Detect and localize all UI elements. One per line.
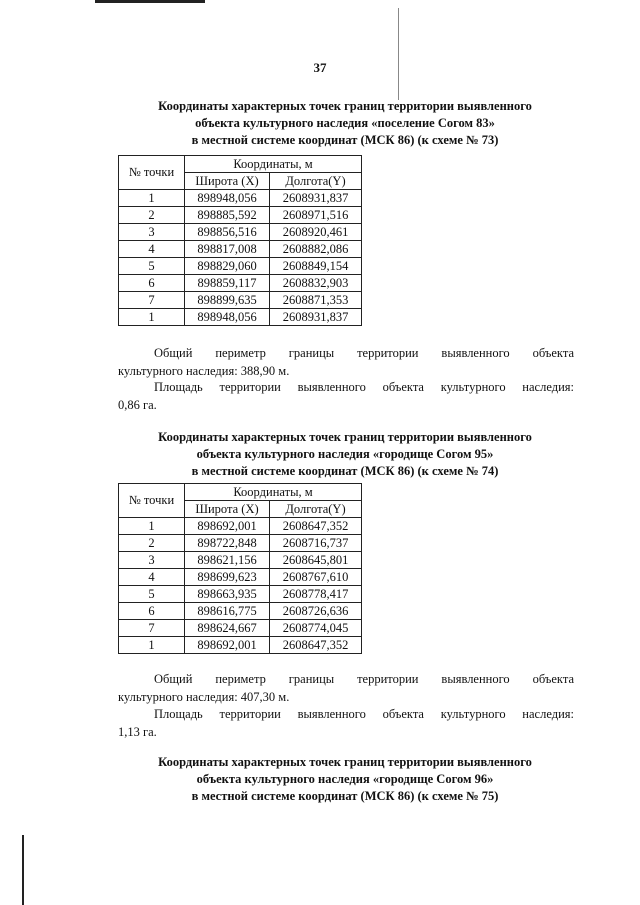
point-number-cell: 1 [119,190,185,207]
header-longitude: Долгота(Y) [270,173,362,190]
latitude-cell: 898856,516 [185,224,270,241]
table-row [119,518,362,535]
table-row [119,552,362,569]
longitude-cell: 2608726,636 [270,603,362,620]
header-latitude: Широта (X) [185,501,270,518]
longitude-cell: 2608767,610 [270,569,362,586]
perimeter-paragraph: Общий периметр границы территории выявленного объекта культурного наследия: 407,30 м. [118,672,574,704]
table-row [119,309,362,326]
longitude-cell: 2608647,352 [270,637,362,654]
point-number-cell: 5 [119,258,185,275]
latitude-cell: 898829,060 [185,258,270,275]
latitude-cell: 898885,592 [185,207,270,224]
latitude-cell: 898817,008 [185,241,270,258]
header-coordinates: Координаты, м [185,484,362,501]
table-row [119,637,362,654]
table-row [119,258,362,275]
table-row [119,569,362,586]
scan-fold-line [398,8,399,100]
longitude-cell: 2608645,801 [270,552,362,569]
point-number-cell: 6 [119,603,185,620]
scan-top-edge [95,0,205,3]
longitude-cell: 2608716,737 [270,535,362,552]
latitude-cell: 898948,056 [185,309,270,326]
longitude-cell: 2608778,417 [270,586,362,603]
longitude-cell: 2608920,461 [270,224,362,241]
coordinates-table [118,155,362,326]
point-number-cell: 1 [119,518,185,535]
point-number-cell: 3 [119,224,185,241]
latitude-cell: 898692,001 [185,637,270,654]
table-row [119,620,362,637]
point-number-cell: 3 [119,552,185,569]
section-heading: Координаты характерных точек границ территории выявленного объекта культурного наследия «городище Согом 95» в местной системе координат (МСК 86) (к схеме № 74) [158,430,532,478]
longitude-cell: 2608882,086 [270,241,362,258]
page-number: 37 [313,60,327,75]
point-number-cell: 7 [119,292,185,309]
header-longitude: Долгота(Y) [270,501,362,518]
scan-left-edge [22,835,24,905]
latitude-cell: 898692,001 [185,518,270,535]
longitude-cell: 2608931,837 [270,309,362,326]
section-heading: Координаты характерных точек границ территории выявленного объекта культурного наследия «поселение Согом 83» в местной системе координат (МСК 86) (к схеме № 73) [158,99,532,147]
point-number-cell: 1 [119,309,185,326]
longitude-cell: 2608871,353 [270,292,362,309]
point-number-cell: 2 [119,207,185,224]
header-point-number: № точки [119,484,185,518]
coordinates-table [118,483,362,654]
header-coordinates: Координаты, м [185,156,362,173]
area-paragraph: Площадь территории выявленного объекта культурного наследия: 1,13 га. [118,707,574,739]
area-paragraph: Площадь территории выявленного объекта культурного наследия: 0,86 га. [118,380,574,412]
point-number-cell: 1 [119,637,185,654]
longitude-cell: 2608971,516 [270,207,362,224]
longitude-cell: 2608832,903 [270,275,362,292]
latitude-cell: 898699,623 [185,569,270,586]
table-row [119,275,362,292]
latitude-cell: 898621,156 [185,552,270,569]
table-row [119,586,362,603]
latitude-cell: 898663,935 [185,586,270,603]
longitude-cell: 2608774,045 [270,620,362,637]
point-number-cell: 5 [119,586,185,603]
point-number-cell: 7 [119,620,185,637]
latitude-cell: 898624,667 [185,620,270,637]
longitude-cell: 2608849,154 [270,258,362,275]
table-row [119,241,362,258]
section-heading: Координаты характерных точек границ территории выявленного объекта культурного наследия «городище Согом 96» в местной системе координат (МСК 86) (к схеме № 75) [158,755,532,803]
latitude-cell: 898948,056 [185,190,270,207]
latitude-cell: 898859,117 [185,275,270,292]
point-number-cell: 4 [119,569,185,586]
longitude-cell: 2608931,837 [270,190,362,207]
perimeter-paragraph: Общий периметр границы территории выявленного объекта культурного наследия: 388,90 м. [118,346,574,378]
longitude-cell: 2608647,352 [270,518,362,535]
table-row [119,190,362,207]
latitude-cell: 898722,848 [185,535,270,552]
table-row [119,292,362,309]
point-number-cell: 2 [119,535,185,552]
point-number-cell: 6 [119,275,185,292]
table-row [119,224,362,241]
header-latitude: Широта (X) [185,173,270,190]
latitude-cell: 898616,775 [185,603,270,620]
table-row [119,603,362,620]
latitude-cell: 898899,635 [185,292,270,309]
table-row [119,535,362,552]
table-row [119,207,362,224]
header-point-number: № точки [119,156,185,190]
point-number-cell: 4 [119,241,185,258]
